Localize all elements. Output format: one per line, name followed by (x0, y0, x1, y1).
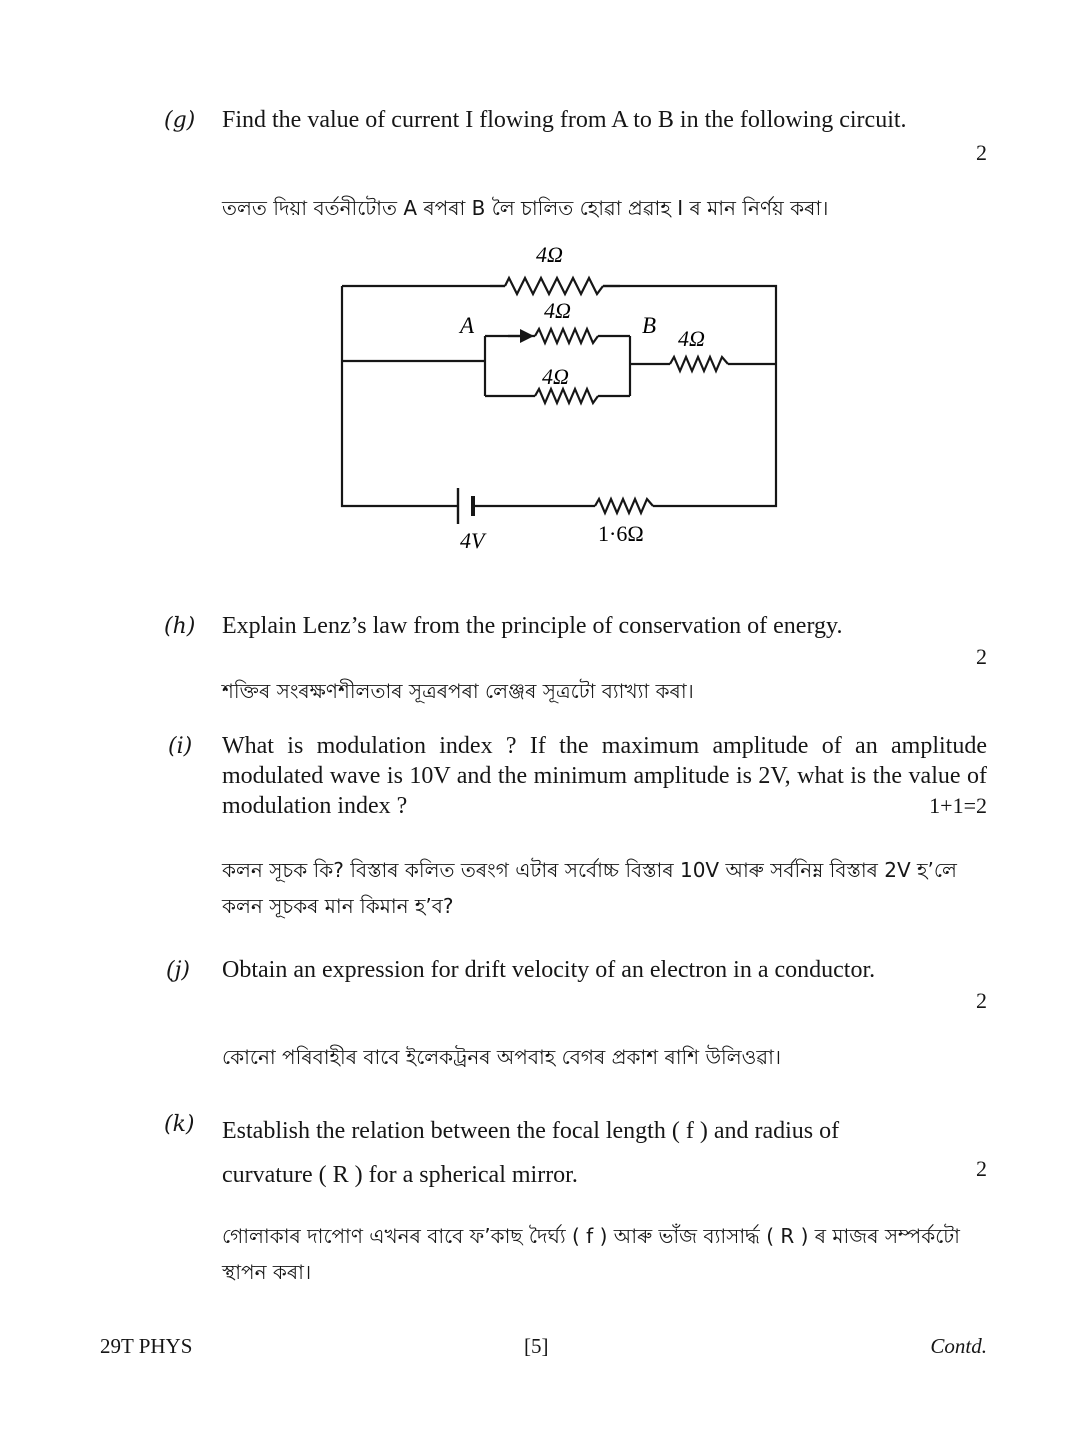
label-resistor-right: 4Ω (678, 326, 705, 351)
question-j-assamese: কোনো পৰিবাহীৰ বাবে ইলেকট্ৰনৰ অপবাহ বেগৰ প্ৰকাশ ৰাশি উলিওৱা। (222, 1045, 782, 1069)
circuit-diagram (330, 236, 790, 556)
question-i-english: What is modulation index ? If the maximum amplitude of an amplitude modulated wave is 10V and the minimum amplitude is 2V, what is the value of modulation index ? (222, 733, 987, 819)
question-h-label: (h) (164, 614, 196, 639)
question-k-english: Establish the relation between the focal length ( f ) and radius of curvature ( R ) for a spherical mirror. (222, 1118, 840, 1188)
resistor-right (670, 357, 728, 371)
question-k-marks: 2 (976, 1156, 987, 1181)
footer-code: 29T PHYS (100, 1334, 193, 1358)
label-node-a: A (460, 313, 475, 338)
question-g-label: (g) (164, 108, 196, 133)
current-arrow (520, 329, 534, 343)
question-i-assamese: কলন সূচক কি? বিস্তাৰ কলিত তৰংগ এটাৰ সৰ্বোচ্চ বিস্তাৰ 10V আৰু সৰ্বনিম্ন বিস্তাৰ 2V হ’লে কলন সূচকৰ মান কিমান হ’ব? (222, 858, 957, 918)
resistor-lower (535, 389, 598, 403)
footer-page-number: [5] (524, 1334, 549, 1358)
label-resistor-top: 4Ω (536, 242, 563, 267)
question-h-english: Explain Lenz’s law from the principle of conservation of energy. (222, 613, 843, 639)
question-h-marks: 2 (976, 644, 987, 669)
question-k-label: (k) (164, 1112, 195, 1137)
question-i-label: (i) (168, 734, 193, 759)
label-resistor-battery: 1·6Ω (598, 521, 644, 546)
question-j-marks: 2 (976, 988, 987, 1013)
question-j-english: Obtain an expression for drift velocity of an electron in a conductor. (222, 957, 876, 983)
label-battery: 4V (460, 528, 485, 553)
question-h-assamese: শক্তিৰ সংৰক্ষণশীলতাৰ সূত্ৰৰপৰা লেঞ্জৰ সূত্ৰটো ব্যাখ্যা কৰা। (222, 679, 694, 703)
resistor-ab (535, 329, 598, 343)
question-k-assamese: গোলাকাৰ দাপোণ এখনৰ বাবে ফ’কাছ দৈৰ্ঘ্য ( f ) আৰু ভাঁজ ব্যাসাৰ্দ্ধ ( R ) ৰ মাজৰ সম্পৰ্কটো স্থাপন কৰা। (222, 1224, 960, 1284)
label-node-b: B (642, 313, 657, 338)
label-resistor-ab: 4Ω (544, 298, 571, 323)
label-resistor-lower: 4Ω (542, 364, 569, 389)
question-g-marks: 2 (976, 140, 987, 165)
question-g-english: Find the value of current I flowing from A to B in the following circuit. (222, 107, 907, 133)
resistor-battery (595, 499, 653, 513)
question-g-assamese: তলত দিয়া বৰ্তনীটোত A ৰপৰা B লৈ চালিত হোৱা প্ৰৱাহ I ৰ মান নিৰ্ণয় কৰা। (222, 196, 829, 220)
footer-contd: Contd. (930, 1334, 987, 1358)
question-j-label: (j) (166, 958, 190, 983)
question-i-marks: 1+1=2 (929, 793, 987, 818)
